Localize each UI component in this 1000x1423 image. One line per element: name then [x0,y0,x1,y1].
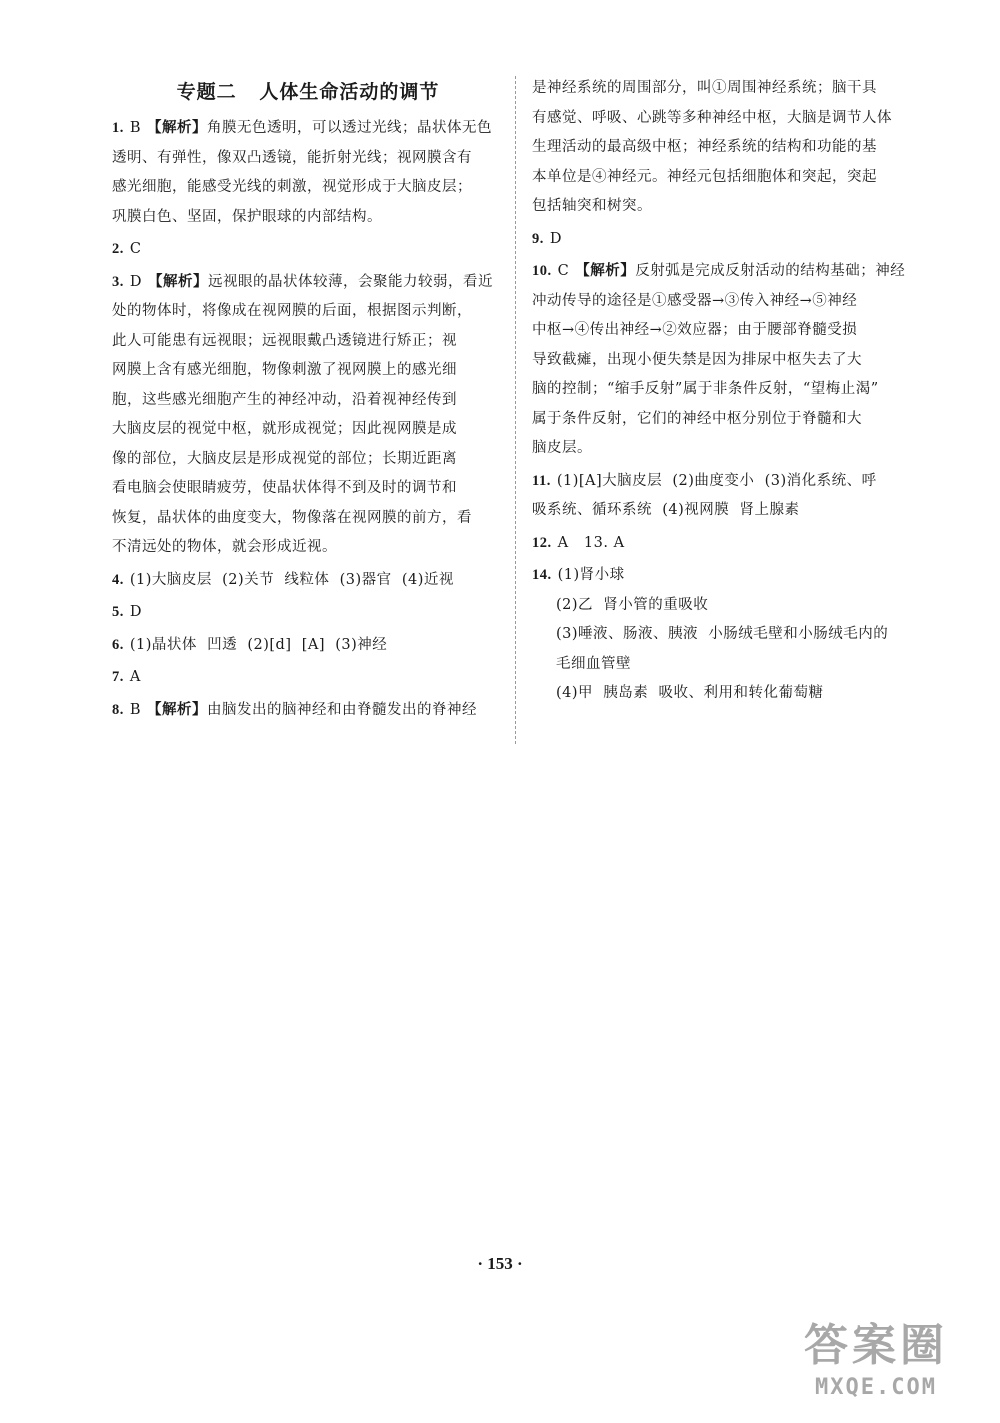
explanation-line: 本单位是④神经元。神经元包括细胞体和突起，突起 [532,168,877,185]
answer-line: (4)甲 胰岛素 吸收、利用和转化葡萄糖 [556,685,824,701]
answer-text: A 13. A [557,534,625,551]
answer-item-14 [532,561,924,709]
answer-item-1 [112,114,504,232]
left-column [112,114,504,728]
question-number: 8. [112,701,124,718]
answer-item-4 [112,566,504,596]
question-number: 7. [112,669,124,685]
explanation-line: 看电脑会使眼睛疲劳，使晶状体得不到及时的调节和 [112,480,457,496]
answer-item-6 [112,631,504,661]
question-number: 10. [532,263,552,279]
question-number: 4. [112,571,124,588]
answer-choice: C [129,241,142,257]
explanation-line: 远视眼的晶状体较薄，会聚能力较弱，看近 [208,273,494,290]
answer-choice: D [129,604,143,620]
answer-item-5 [112,598,504,628]
question-number: 5. [112,604,124,620]
explanation-line: 脑的控制；“缩手反射”属于非条件反射，“望梅止渴” [532,381,879,397]
question-number: 11. [532,472,551,489]
answer-choice: C [557,263,570,279]
answer-choice: D [129,273,143,290]
answer-text: (1)大脑皮层 (2)关节 线粒体 (3)器官 (4)近视 [129,571,454,588]
page-number: · 153 · [477,1254,523,1273]
answer-item-8-continued [532,74,924,222]
explanation-line: 角膜无色透明，可以透过光线；晶状体无色 [207,120,493,136]
answer-choice: B [129,701,142,718]
answer-choice: A [129,669,141,685]
column-divider [515,76,516,744]
answer-line: 毛细血管壁 [556,655,631,672]
explanation-line: 属于条件反射，它们的神经中枢分别位于脊髓和大 [532,410,862,427]
explanation-line: 中枢→④传出神经→②效应器；由于腰部脊髓受损 [532,322,858,338]
explanation-line: 巩膜白色、坚固，保护眼球的内部结构。 [112,208,382,225]
explanation-line: 生理活动的最高级中枢；神经系统的结构和功能的基 [532,139,877,155]
answer-item-10 [532,257,924,464]
analysis-tag: 【解析】 [147,701,208,718]
explanation-line: 由脑发出的脑神经和由脊髓发出的脊神经 [207,701,478,718]
question-number: 9. [532,230,544,247]
explanation-line: 像的部位，大脑皮层是形成视觉的部位；长期近距离 [112,450,457,467]
question-number: 14. [532,567,552,583]
answer-line: (2)乙 肾小管的重吸收 [556,596,709,613]
question-number: 3. [112,273,124,290]
explanation-line: 导致截瘫，出现小便失禁是因为排尿中枢失去了大 [532,351,862,368]
explanation-line: 处的物体时，将像成在视网膜的后面，根据图示判断， [112,303,472,319]
explanation-line: 此人可能患有远视眼；远视眼戴凸透镜进行矫正；视 [112,332,457,349]
analysis-tag: 【解析】 [575,263,636,279]
watermark-logo [766,1317,986,1413]
answer-text: (1)[A]大脑皮层 (2)曲度变小 (3)消化系统、呼 [556,472,877,489]
answer-line: 吸系统、循环系统 (4)视网膜 肾上腺素 [532,502,800,518]
question-number: 6. [112,636,124,653]
right-column [532,74,924,712]
question-number: 12. [532,534,552,551]
answer-line: (3)唾液、肠液、胰液 小肠绒毛壁和小肠绒毛内的 [556,626,889,642]
explanation-line: 冲动传导的途径是①感受器→③传入神经→⑤神经 [532,292,858,309]
explanation-line: 恢复，晶状体的曲度变大，物像落在视网膜的前方，看 [112,509,472,526]
explanation-line: 是神经系统的周围部分，叫①周围神经系统；脑干具 [532,80,877,96]
answer-text: (1)肾小球 [557,567,625,583]
analysis-tag: 【解析】 [148,273,209,290]
answer-choice: D [549,230,563,247]
answer-item-2 [112,235,504,265]
explanation-line: 透明、有弹性，像双凸透镜，能折射光线；视网膜含有 [112,149,472,166]
explanation-line: 有感觉、呼吸、心跳等多种神经中枢，大脑是调节人体 [532,109,892,126]
watermark-bottom: MXQE.COM [815,1375,937,1400]
analysis-tag: 【解析】 [147,120,208,136]
explanation-line: 胞，这些感光细胞产生的神经冲动，沿着视神经传到 [112,391,457,408]
answer-item-12-13 [532,529,924,559]
explanation-line: 不清远处的物体，就会形成近视。 [112,539,337,555]
answer-text: (1)晶状体 凹透 (2)[d] [A] (3)神经 [129,636,388,653]
answer-item-3 [112,268,504,563]
explanation-line: 网膜上含有感光细胞，物像刺激了视网膜上的感光细 [112,362,457,378]
explanation-line: 大脑皮层的视觉中枢，就形成视觉；因此视网膜是成 [112,421,457,437]
explanation-line: 感光细胞，能感受光线的刺激，视觉形成于大脑皮层； [112,179,472,195]
answer-choice: B [129,120,142,136]
watermark-top: 答案圈 [804,1320,948,1371]
page-title: 专题二 人体生命活动的调节 [176,81,440,103]
explanation-line: 反射弧是完成反射活动的结构基础；神经 [635,263,906,279]
answer-item-9 [532,225,924,255]
question-number: 2. [112,241,124,257]
explanation-line: 包括轴突和树突。 [532,198,652,214]
explanation-line: 脑皮层。 [532,440,592,456]
answer-item-7 [112,663,504,693]
answer-item-11 [532,467,924,526]
answer-item-8 [112,696,504,726]
question-number: 1. [112,120,124,136]
